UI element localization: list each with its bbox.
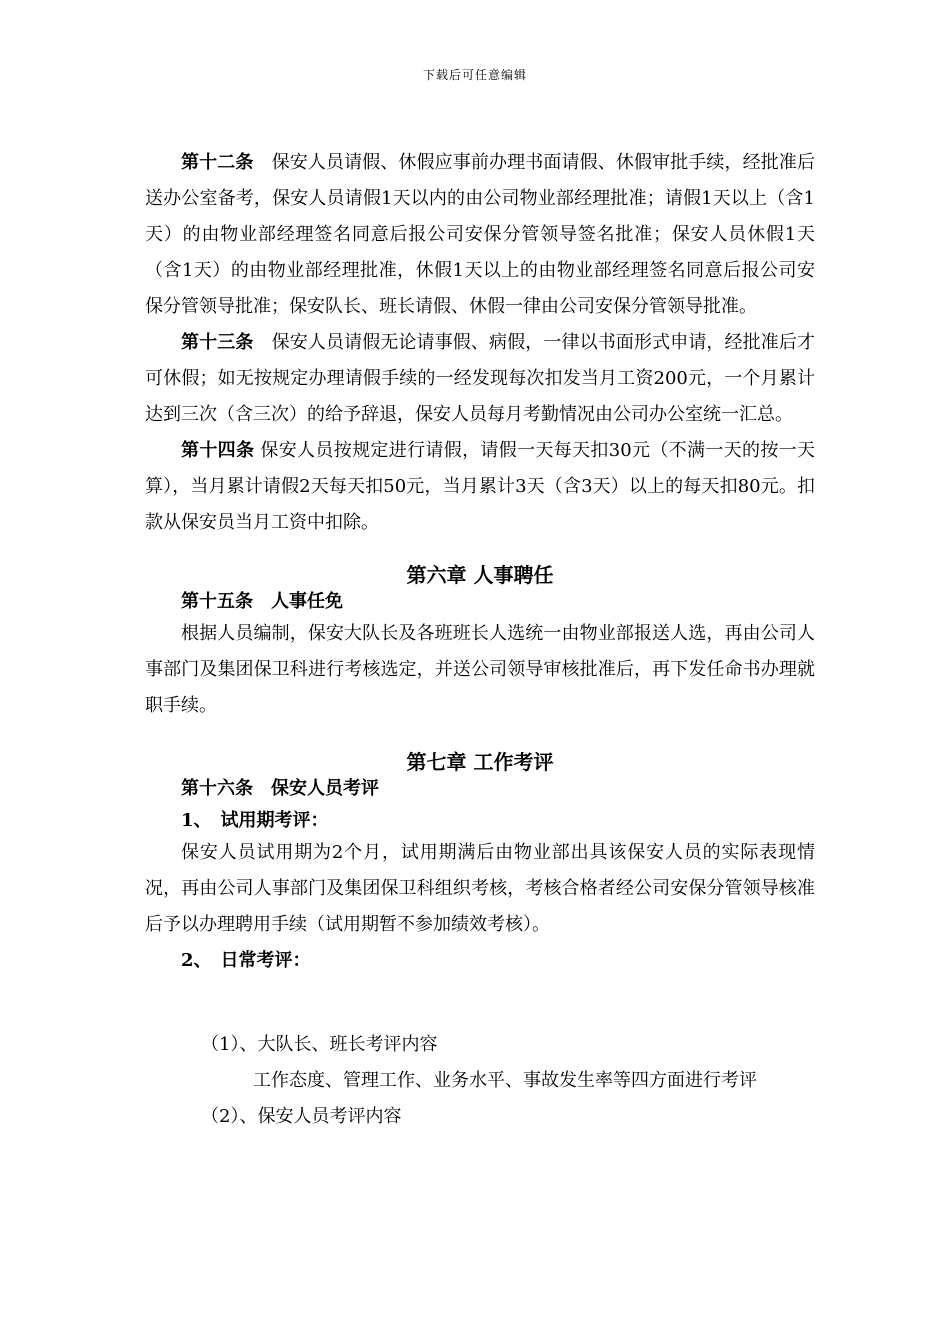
- article-12-title: 第十二条: [181, 152, 254, 173]
- page-header-note: 下载后可任意编辑: [422, 68, 527, 82]
- sub-item-2-label: （2）、保安人员考评内容: [201, 1106, 402, 1127]
- article-15-title: 第十五条 人事任免: [181, 591, 343, 612]
- article-14-title: 第十四条: [181, 440, 255, 461]
- article-14: [145, 433, 815, 541]
- chapter-6-title: 第六章 人事聘任: [406, 563, 554, 587]
- article-16-title: 第十六条 保安人员考评: [181, 778, 379, 799]
- sub-item-1-text: 工作态度、管理工作、业务水平、事故发生率等四方面进行考评: [253, 1070, 757, 1091]
- chapter-7-title: 第七章 工作考评: [406, 750, 554, 774]
- sub-item-1-label: （1）、大队长、班长考评内容: [201, 1034, 438, 1055]
- item-1-title: 1、 试用期考评：: [181, 810, 329, 831]
- item-1-text: 保安人员试用期为2个月，试用期满后由物业部出具该保安人员的实际表现情况，再由公司人事部门及集团保卫科组织考核，考核合格者经公司安保分管领导核准后予以办理聘用手续（试用期暂不参加绩效考核）。: [145, 842, 815, 935]
- article-15-text: 根据人员编制，保安大队长及各班班长人选统一由物业部报送人选，再由公司人事部门及集团保卫科进行考核选定，并送公司领导审核批准后，再下发任命书办理就职手续。: [145, 623, 815, 716]
- item-2-title: 2、 日常考评：: [181, 950, 311, 971]
- article-13: [145, 325, 815, 433]
- article-12-text: 保安人员请假、休假应事前办理书面请假、休假审批手续，经批准后送办公室备考，保安人员请假1天以内的由公司物业部经理批准；请假1天以上（含1天）的由物业部经理签名同意后报公司安保分管领导签名批准；保安人员休假1天（含1天）的由物业部经理批准，休假1天以上的由物业部经理签名同意后报公司安保分管领导批准；保安队长、班长请假、休假一律由公司安保分管领导批准。: [145, 152, 816, 317]
- article-13-text: 保安人员请假无论请事假、病假，一律以书面形式申请，经批准后才可休假；如无按规定办理请假手续的一经发现每次扣发当月工资200元，一个月累计达到三次（含三次）的给予辞退，保安人员每月考勤情况由公司办公室统一汇总。: [145, 332, 816, 425]
- document-body: [145, 145, 815, 1135]
- article-12: [145, 145, 815, 325]
- article-13-title: 第十三条: [181, 332, 254, 353]
- article-14-text: 保安人员按规定进行请假，请假一天每天扣30元（不满一天的按一天算），当月累计请假2天每天扣50元，当月累计3天（含3天）以上的每天扣80元。扣款从保安员当月工资中扣除。: [145, 440, 815, 533]
